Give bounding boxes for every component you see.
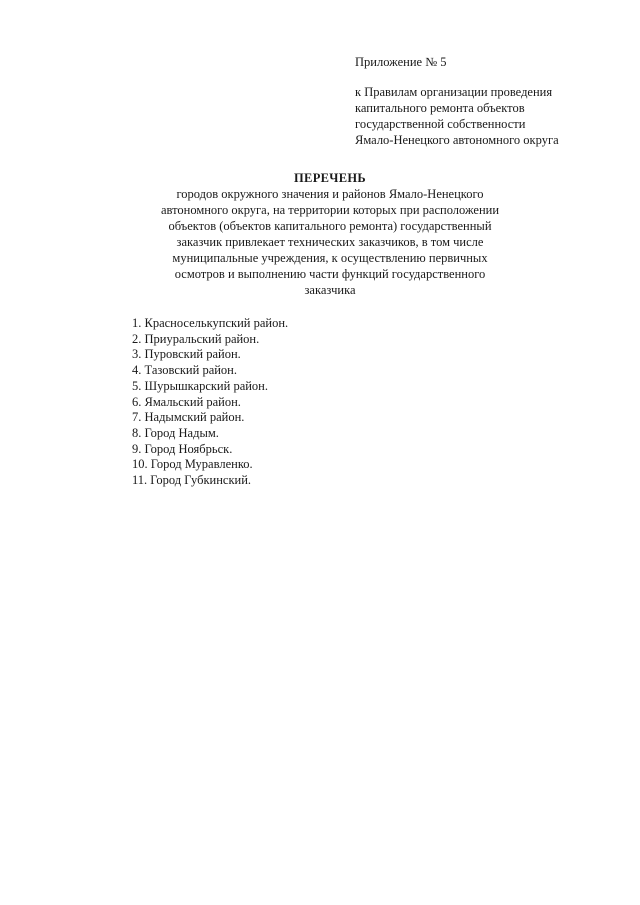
list-item: 3. Пуровский район. — [132, 347, 241, 362]
appendix-line: Ямало-Ненецкого автономного округа — [355, 133, 559, 147]
list-item: 11. Город Губкинский. — [132, 473, 252, 488]
heading-line: автономного округа, на территории которых при расположении — [160, 203, 500, 217]
appendix-number: Приложение № 5 — [355, 55, 447, 69]
districts-list — [132, 316, 452, 489]
list-item: 5. Шурышкарский район. — [132, 378, 268, 393]
list-item: 4. Тазовский район. — [132, 363, 237, 378]
document-heading — [110, 170, 550, 298]
appendix-line: капитального ремонта объектов — [355, 101, 525, 115]
list-item: 10. Город Муравленко. — [132, 457, 253, 472]
heading-line: городов окружного значения и районов Ямало-Ненецкого — [176, 187, 484, 201]
list-item: 2. Приуральский район. — [132, 331, 260, 346]
appendix-block — [355, 54, 625, 148]
list-item: 1. Красноселькупский район. — [132, 316, 289, 330]
heading-line: заказчика — [304, 283, 356, 297]
list-item: 9. Город Ноябрьск. — [132, 441, 233, 456]
list-item: 6. Ямальский район. — [132, 394, 241, 409]
list-item: 7. Надымский район. — [132, 410, 245, 425]
heading-line: осмотров и выполнению части функций государственного — [174, 267, 486, 281]
heading-line: объектов (объектов капитального ремонта) государственный — [168, 219, 492, 233]
heading-line: заказчик привлекает технических заказчиков, в том числе — [176, 235, 484, 249]
heading-title: ПЕРЕЧЕНЬ — [294, 171, 366, 185]
heading-line: муниципальные учреждения, к осуществлению первичных — [172, 251, 488, 265]
list-item: 8. Город Надым. — [132, 425, 219, 440]
appendix-line: к Правилам организации проведения — [355, 85, 553, 99]
appendix-line: государственной собственности — [355, 117, 526, 131]
